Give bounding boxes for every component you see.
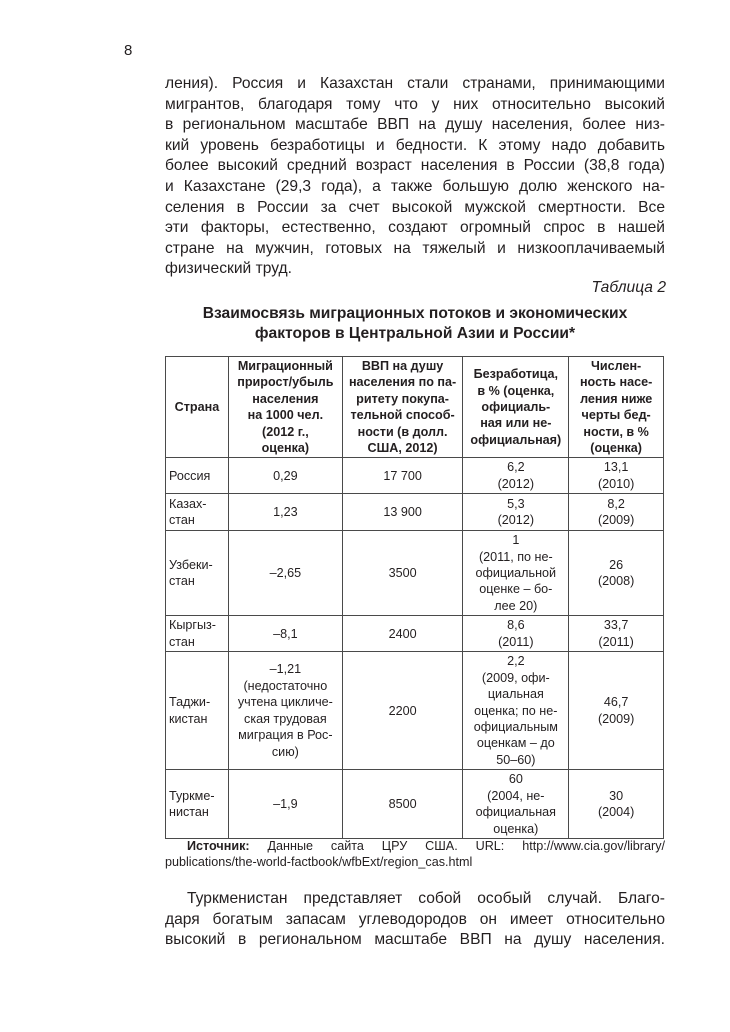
table-row [166, 616, 664, 652]
cell-poverty: 13,1 (2010) [569, 458, 664, 494]
table-title [165, 304, 665, 344]
cell-migration: 1,23 [228, 494, 342, 531]
table-title-line: факторов в Центральной Азии и России* [254, 325, 576, 342]
cell-gdp: 3500 [342, 531, 463, 616]
cell-country: Узбеки- стан [166, 531, 229, 616]
cell-unemployment: 6,2 (2012) [463, 458, 569, 494]
table-row [166, 494, 664, 531]
cell-gdp: 17 700 [342, 458, 463, 494]
cell-unemployment: 8,6 (2011) [463, 616, 569, 652]
header-migration: Миграционный прирост/убыль населения на 1000 чел. (2012 г., оценка) [228, 357, 342, 458]
text-line: мигрантов, благодаря тому что у них относительно высокий [165, 95, 665, 113]
table-label: Таблица 2 [591, 279, 666, 296]
header-country: Страна [166, 357, 229, 458]
text-line: селения в России за счет высокой мужской смертности. Все [165, 198, 665, 216]
source-line [165, 838, 665, 854]
cell-poverty: 33,7 (2011) [569, 616, 664, 652]
text-line: и Казахстане (29,3 года), а также большую долю женского на- [165, 177, 665, 195]
cell-unemployment: 60 (2004, не- официальная оценка) [463, 770, 569, 839]
cell-gdp: 2200 [342, 652, 463, 770]
cell-migration: 0,29 [228, 458, 342, 494]
table-row [166, 531, 664, 616]
cell-gdp: 8500 [342, 770, 463, 839]
cell-migration: –1,9 [228, 770, 342, 839]
cell-country: Таджи- кистан [166, 652, 229, 770]
header-gdp: ВВП на душу населения по па- ритету покупа- тельной способ- ности (в долл. США, 2012) [342, 357, 463, 458]
cell-unemployment: 1 (2011, по не- официальной оценке – бо- лее 20) [463, 531, 569, 616]
cell-unemployment: 2,2 (2009, офи- циальная оценка; по не- официальным оценкам – до 50–60) [463, 652, 569, 770]
cell-country: Россия [166, 458, 229, 494]
body-paragraph-2 [165, 889, 665, 951]
cell-country: Кыргыз- стан [166, 616, 229, 652]
text-line: в региональном масштабе ВВП на душу населения, более низ- [165, 116, 665, 134]
text-line: ления). Россия и Казахстан стали странами, принимающими [165, 75, 665, 92]
text-line: более высокий средний возраст населения в России (38,8 года) [165, 157, 665, 175]
cell-migration: –2,65 [228, 531, 342, 616]
source-label: Источник: [187, 839, 250, 853]
cell-migration: –8,1 [228, 616, 342, 652]
text-line: Туркменистан представляет собой особый случай. Благо- [187, 890, 665, 907]
body-paragraph-1 [165, 74, 665, 280]
text-line: эти факторы, естественно, создают огромный спрос в нашей [165, 219, 665, 237]
table-title-line: Взаимосвязь миграционных потоков и экономических [202, 305, 628, 322]
text-line: физический труд. [165, 260, 292, 278]
cell-poverty: 46,7 (2009) [569, 652, 664, 770]
header-poverty: Числен- ность насе- ления ниже черты бед- ности, в % (оценка) [569, 357, 664, 458]
source-url-line: publications/the-world-factbook/wfbExt/region_cas.html [165, 855, 473, 870]
text-line: стране на мужчин, готовых на тяжелый и низкооплачиваемый [165, 239, 665, 257]
cell-poverty: 30 (2004) [569, 770, 664, 839]
table-row [166, 458, 664, 494]
table-row [166, 770, 664, 839]
text-line: кий уровень безработицы и бедности. К этому надо добавить [165, 136, 665, 154]
cell-poverty: 8,2 (2009) [569, 494, 664, 531]
cell-gdp: 2400 [342, 616, 463, 652]
text-line: высокий в региональном масштабе ВВП на душу населения. [165, 931, 665, 949]
cell-poverty: 26 (2008) [569, 531, 664, 616]
table-source-note [165, 838, 665, 871]
cell-migration: –1,21 (недостаточно учтена цикличе- ская трудовая миграция в Рос- сию) [228, 652, 342, 770]
table-header-row [166, 357, 664, 458]
text-line: даря богатым запасам углеводородов он имеет относительно [165, 910, 665, 928]
cell-country: Туркме- нистан [166, 770, 229, 839]
source-text: Данные сайта ЦРУ США. URL: http://www.cia.gov/library/ [267, 839, 665, 853]
table-row [166, 652, 664, 770]
cell-unemployment: 5,3 (2012) [463, 494, 569, 531]
cell-gdp: 13 900 [342, 494, 463, 531]
cell-country: Казах- стан [166, 494, 229, 531]
header-unemployment: Безработица, в % (оценка, официаль- ная или не- официальная) [463, 357, 569, 458]
page-number: 8 [124, 42, 133, 59]
data-table [165, 356, 664, 839]
